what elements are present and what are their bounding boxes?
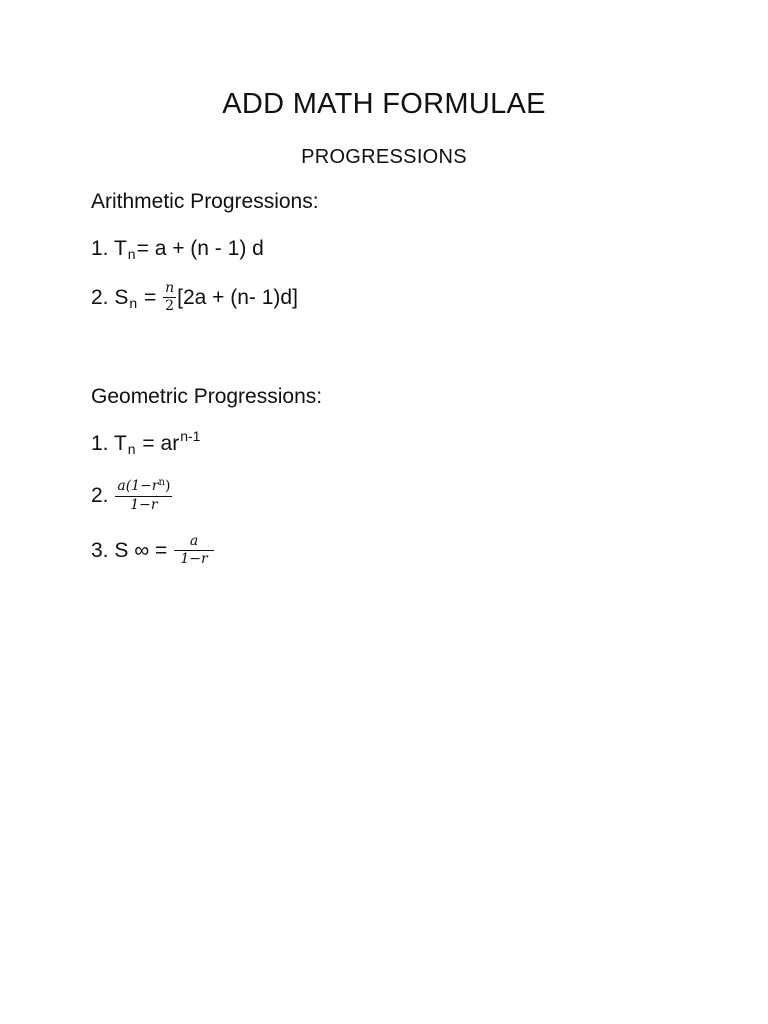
- formula-number: 2. S: [91, 285, 129, 309]
- page-title: ADD MATH FORMULAE: [222, 88, 546, 120]
- geometric-heading: Geometric Progressions:: [91, 385, 323, 408]
- formula-body: [2a + (n- 1)d]: [177, 285, 298, 309]
- geometric-formula-2: [91, 478, 173, 514]
- equals-sign: =: [138, 285, 163, 309]
- arithmetic-heading: Arithmetic Progressions:: [91, 190, 319, 213]
- section-title: PROGRESSIONS: [301, 146, 467, 168]
- subscript: n: [129, 294, 138, 311]
- fraction: [174, 533, 214, 568]
- formula-number: 2.: [91, 484, 115, 507]
- arithmetic-formula-1: [91, 237, 264, 261]
- fraction: [115, 478, 172, 514]
- superscript: n-1: [180, 428, 201, 444]
- formula-number: 1. T: [91, 237, 127, 260]
- arithmetic-formula-2: [91, 280, 298, 315]
- fraction-denominator: 1−r: [180, 551, 208, 567]
- fraction-numerator: [115, 478, 172, 496]
- numerator-exponent: n: [158, 477, 165, 488]
- numerator-close: ): [164, 478, 171, 494]
- geometric-formula-3: [91, 533, 215, 568]
- geometric-formula-1: [91, 428, 201, 457]
- formula-number: 3. S ∞ =: [91, 538, 174, 562]
- fraction-denominator: 1−r: [130, 497, 158, 513]
- subscript: n: [127, 441, 136, 457]
- formula-body: = a + (n - 1) d: [136, 237, 264, 260]
- numerator-part: a(1−r: [117, 478, 159, 494]
- fraction: [163, 280, 176, 315]
- formula-number: 1. T: [91, 432, 127, 455]
- formula-body: = ar: [136, 432, 180, 455]
- fraction-denominator: 2: [165, 298, 175, 314]
- fraction-numerator: a: [189, 533, 199, 549]
- subscript: n: [127, 246, 136, 262]
- fraction-numerator: n: [165, 280, 175, 296]
